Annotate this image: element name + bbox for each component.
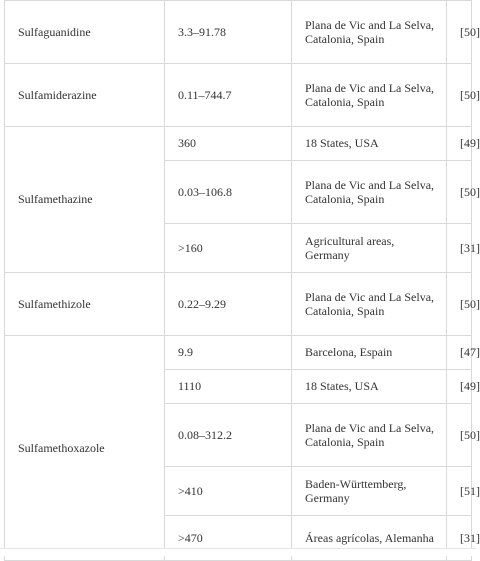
location-cell: Barcelona, Espain [292,336,447,370]
concentration-cell: 0.03–106.8 [165,161,292,224]
compound-cell: Sulfaguanidine [5,1,165,64]
concentration-cell: 0.08–312.2 [165,404,292,467]
location-cell: Plana de Vic and La Selva, Catalonia, Spain [292,404,447,467]
concentration-cell: >160 [165,224,292,273]
reference-cell: [50] [447,1,472,64]
concentration-cell: >470 [165,516,292,561]
scroll-fade-edge [0,548,476,556]
compound-cell: Sulfamethazine [5,127,165,273]
table-row [5,1,472,64]
reference-cell: [50] [447,64,472,127]
location-cell: 18 States, USA [292,127,447,161]
location-cell: Áreas agrícolas, Alemanha [292,516,447,561]
reference-cell: [47] [447,336,472,370]
concentration-cell: 3.3–91.78 [165,1,292,64]
concentration-cell: 360 [165,127,292,161]
location-cell: Plana de Vic and La Selva, Catalonia, Spain [292,1,447,64]
concentration-cell: 0.11–744.7 [165,64,292,127]
reference-cell: [50] [447,404,472,467]
reference-cell: [31] [447,516,472,561]
concentration-cell: 9.9 [165,336,292,370]
table-row [5,127,472,161]
data-table [4,0,480,561]
compound-cell: Sulfamethoxazole [5,336,165,561]
reference-cell: [49] [447,127,472,161]
compound-cell: Sulfamiderazine [5,64,165,127]
concentration-cell: 0.22–9.29 [165,273,292,336]
location-cell: Baden-Württemberg, Germany [292,467,447,516]
reference-cell: [50] [447,161,472,224]
table-row [5,64,472,127]
concentration-cell: 1110 [165,370,292,404]
reference-cell: [51] [447,467,472,516]
reference-cell: [31] [447,224,472,273]
concentration-cell: >410 [165,467,292,516]
table-row [5,273,472,336]
location-cell: Agricultural areas, Germany [292,224,447,273]
location-cell: Plana de Vic and La Selva, Catalonia, Spain [292,64,447,127]
compound-cell: Sulfamethizole [5,273,165,336]
location-cell: 18 States, USA [292,370,447,404]
location-cell: Plana de Vic and La Selva, Catalonia, Spain [292,273,447,336]
reference-cell: [49] [447,370,472,404]
reference-cell: [50] [447,273,472,336]
location-cell: Plana de Vic and La Selva, Catalonia, Spain [292,161,447,224]
table-row [5,336,472,370]
